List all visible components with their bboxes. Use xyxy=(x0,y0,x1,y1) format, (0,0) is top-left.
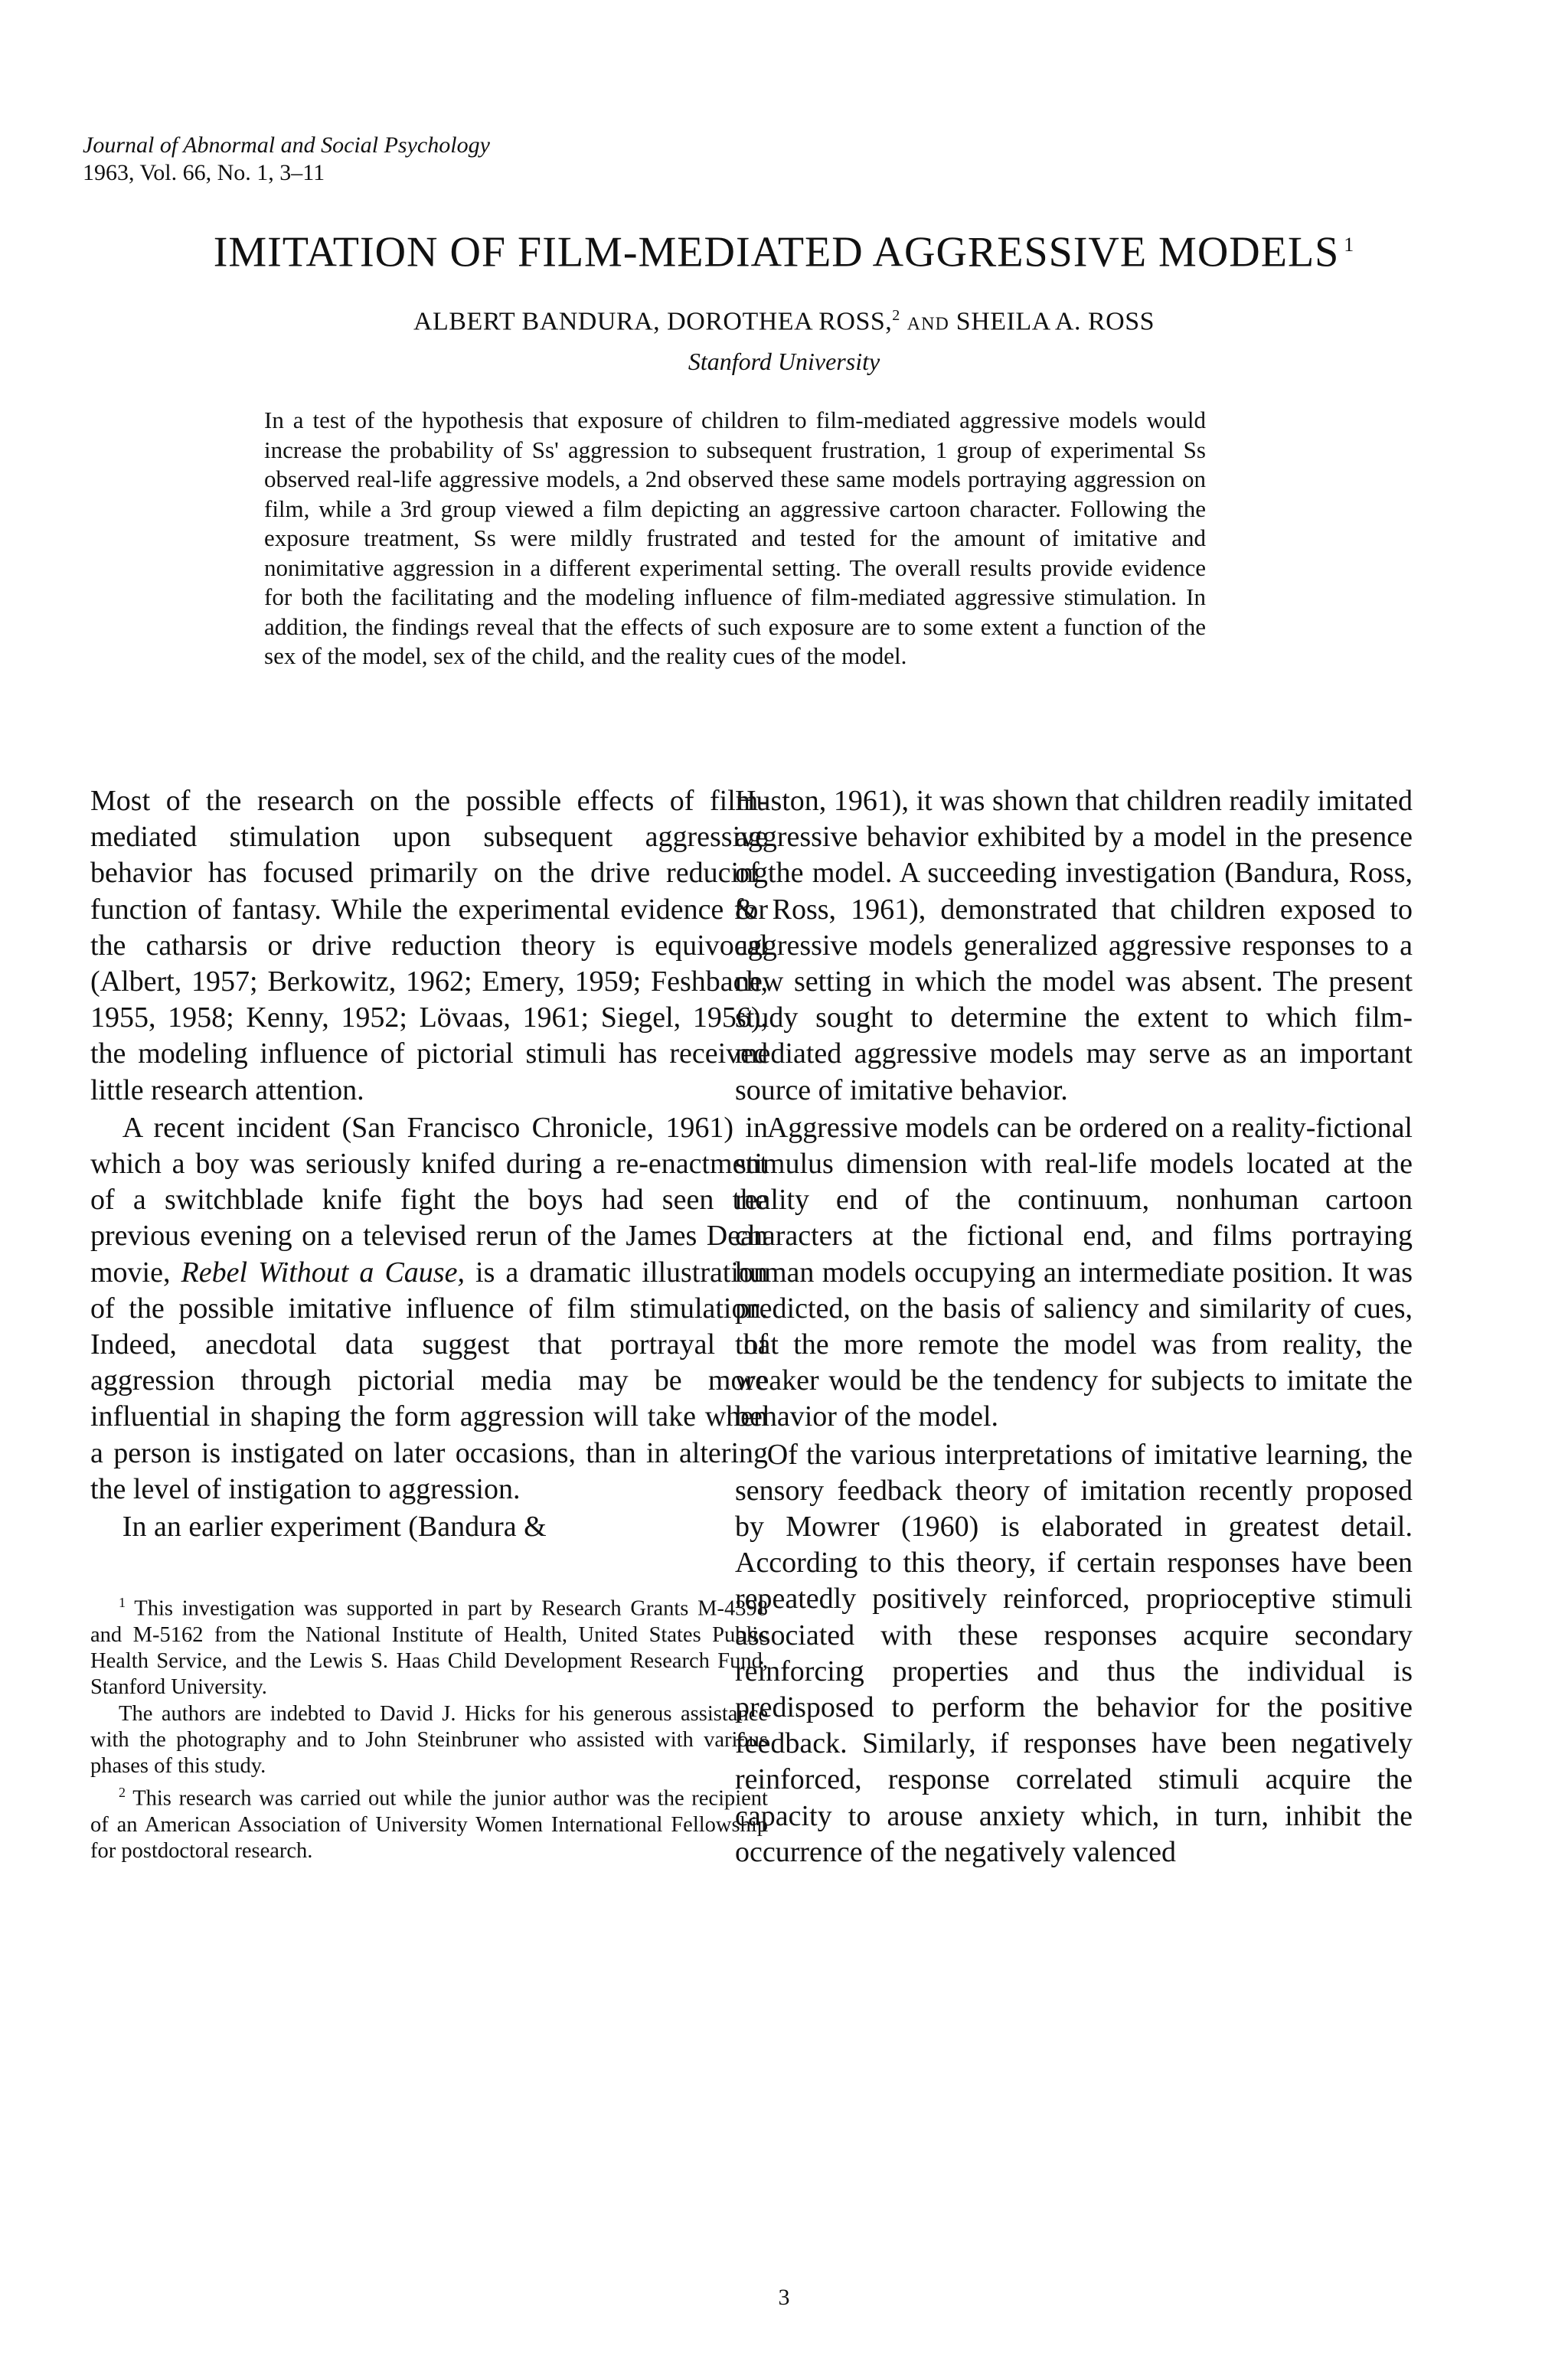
right-paragraph-2: Aggressive models can be ordered on a reality-fictional stimulus dimension with real-life models located at the reality end of the continuum, nonhuman cartoon characters at the fictional end, and films portraying human models occupying an intermediate position. It was predicted, on the basis of saliency and similarity of cues, that the more remote the model was from reality, the weaker would be the tendency for subjects to imitate the behavior of the model. xyxy=(735,1111,1413,1433)
footnote-1-mark: 1 xyxy=(119,1595,126,1611)
footnotes xyxy=(90,1589,768,1864)
movie-title: Rebel Without a Cause, xyxy=(181,1256,465,1289)
title-footnote-mark: 1 xyxy=(1344,234,1355,256)
page-number: 3 xyxy=(778,2285,790,2310)
journal-volume: 1963, Vol. 66, No. 1, 3–11 xyxy=(83,160,325,185)
authors-and: AND xyxy=(906,314,949,335)
left-paragraph-2-end: is a dramatic illustration of the possible imitative influence of film stimulation. Indeed, anecdotal data suggest that portrayal of aggression through pictorial media may be more influential in shaping the form aggression will take when a person is instigated on later occasions, than in altering the level of instigation to aggression. xyxy=(90,1256,769,1505)
left-paragraph-3: In an earlier experiment (Bandura & xyxy=(122,1511,547,1544)
footnote-1-text: This investigation was supported in part by Research Grants M-4398 and M-5162 from the National Institute of Health, United States Public Health Service, and the Lewis S. Haas Child Development Research Fund, Stanford University. xyxy=(90,1596,768,1700)
left-paragraph-1: Most of the research on the possible effects of film-mediated stimulation upon subsequent aggressive behavior has focused primarily on the drive reducing function of fantasy. While the experimental evidence for the catharsis or drive reduction theory is equivocal (Albert, 1957; Berkowitz, 1962; Emery, 1959; Feshbach, 1955, 1958; Kenny, 1952; Lövaas, 1961; Siegel, 1956), the modeling influence of pictorial stimuli has received little research attention. xyxy=(90,785,768,1106)
right-column xyxy=(735,783,1413,1870)
journal-header xyxy=(83,132,490,187)
journal-name: Journal of Abnormal and Social Psychology xyxy=(83,132,490,158)
left-paragraph-2 xyxy=(90,1110,768,1508)
footnote-1b: The authors are indebted to David J. Hicks for his generous assistance with the photography and to John Steinbruner who assisted with various phases of this study. xyxy=(90,1701,768,1778)
left-paragraph-2-start: A recent incident (San Francisco Chronicle, 1961) in which a boy was seriously knifed during a re-enactment of a switchblade knife fight the boys had seen the previous evening on a televised rerun of the James Dean movie, xyxy=(90,1111,768,1289)
footnote-2 xyxy=(90,1779,768,1864)
abstract: In a test of the hypothesis that exposure of children to film-mediated aggressive models would increase the probability of Ss' aggression to subsequent frustration, 1 group of experimental Ss observed real-life aggressive models, a 2nd observed these same models portraying aggression on film, while a 3rd group viewed a film depicting an aggressive cartoon character. Following the exposure treatment, Ss were mildly frustrated and tested for the amount of imitative and nonimitative aggression in a different experimental setting. The overall results provide evidence for both the facilitating and the modeling influence of film-mediated aggressive stimulation. In addition, the findings reveal that the effects of such exposure are to some extent a function of the sex of the model, sex of the child, and the reality cues of the model. xyxy=(264,407,1206,669)
right-paragraph-1: Huston, 1961), it was shown that children readily imitated aggressive behavior exhibited by a model in the presence of the model. A succeeding investigation (Bandura, Ross, & Ross, 1961), demonstrated that children exposed to aggressive models generalized aggressive responses to a new setting in which the model was absent. The present study sought to determine the extent to which film-mediated aggressive models may serve as an important source of imitative behavior. xyxy=(735,785,1413,1106)
footnote-1 xyxy=(90,1589,768,1700)
affiliation: Stanford University xyxy=(688,348,880,375)
authors-part1: ALBERT BANDURA, DOROTHEA ROSS, xyxy=(413,307,893,336)
footnote-2-mark: 2 xyxy=(119,1785,126,1801)
right-paragraph-3: Of the various interpretations of imitative learning, the sensory feedback theory of imitation recently proposed by Mowrer (1960) is elaborated in greatest detail. According to this theory, if certain responses have been repeatedly positively reinforced, proprioceptive stimuli associated with these responses acquire secondary reinforcing properties and thus the individual is predisposed to perform the behavior for the positive feedback. Similarly, if responses have been negatively reinforced, response correlated stimuli acquire the capacity to arouse anxiety which, in turn, inhibit the occurrence of the negatively valenced xyxy=(735,1438,1413,1868)
left-column xyxy=(90,783,768,1864)
article-title xyxy=(0,221,1568,277)
authors-part2: SHEILA A. ROSS xyxy=(956,307,1155,336)
article-title-text: IMITATION OF FILM-MEDIATED AGGRESSIVE MODELS xyxy=(213,228,1340,276)
author-list xyxy=(0,300,1568,339)
footnote-2-text: This research was carried out while the junior author was the recipient of an American Association of University Women International Fellowship for postdoctoral research. xyxy=(90,1786,768,1864)
author-footnote-mark: 2 xyxy=(892,307,900,324)
